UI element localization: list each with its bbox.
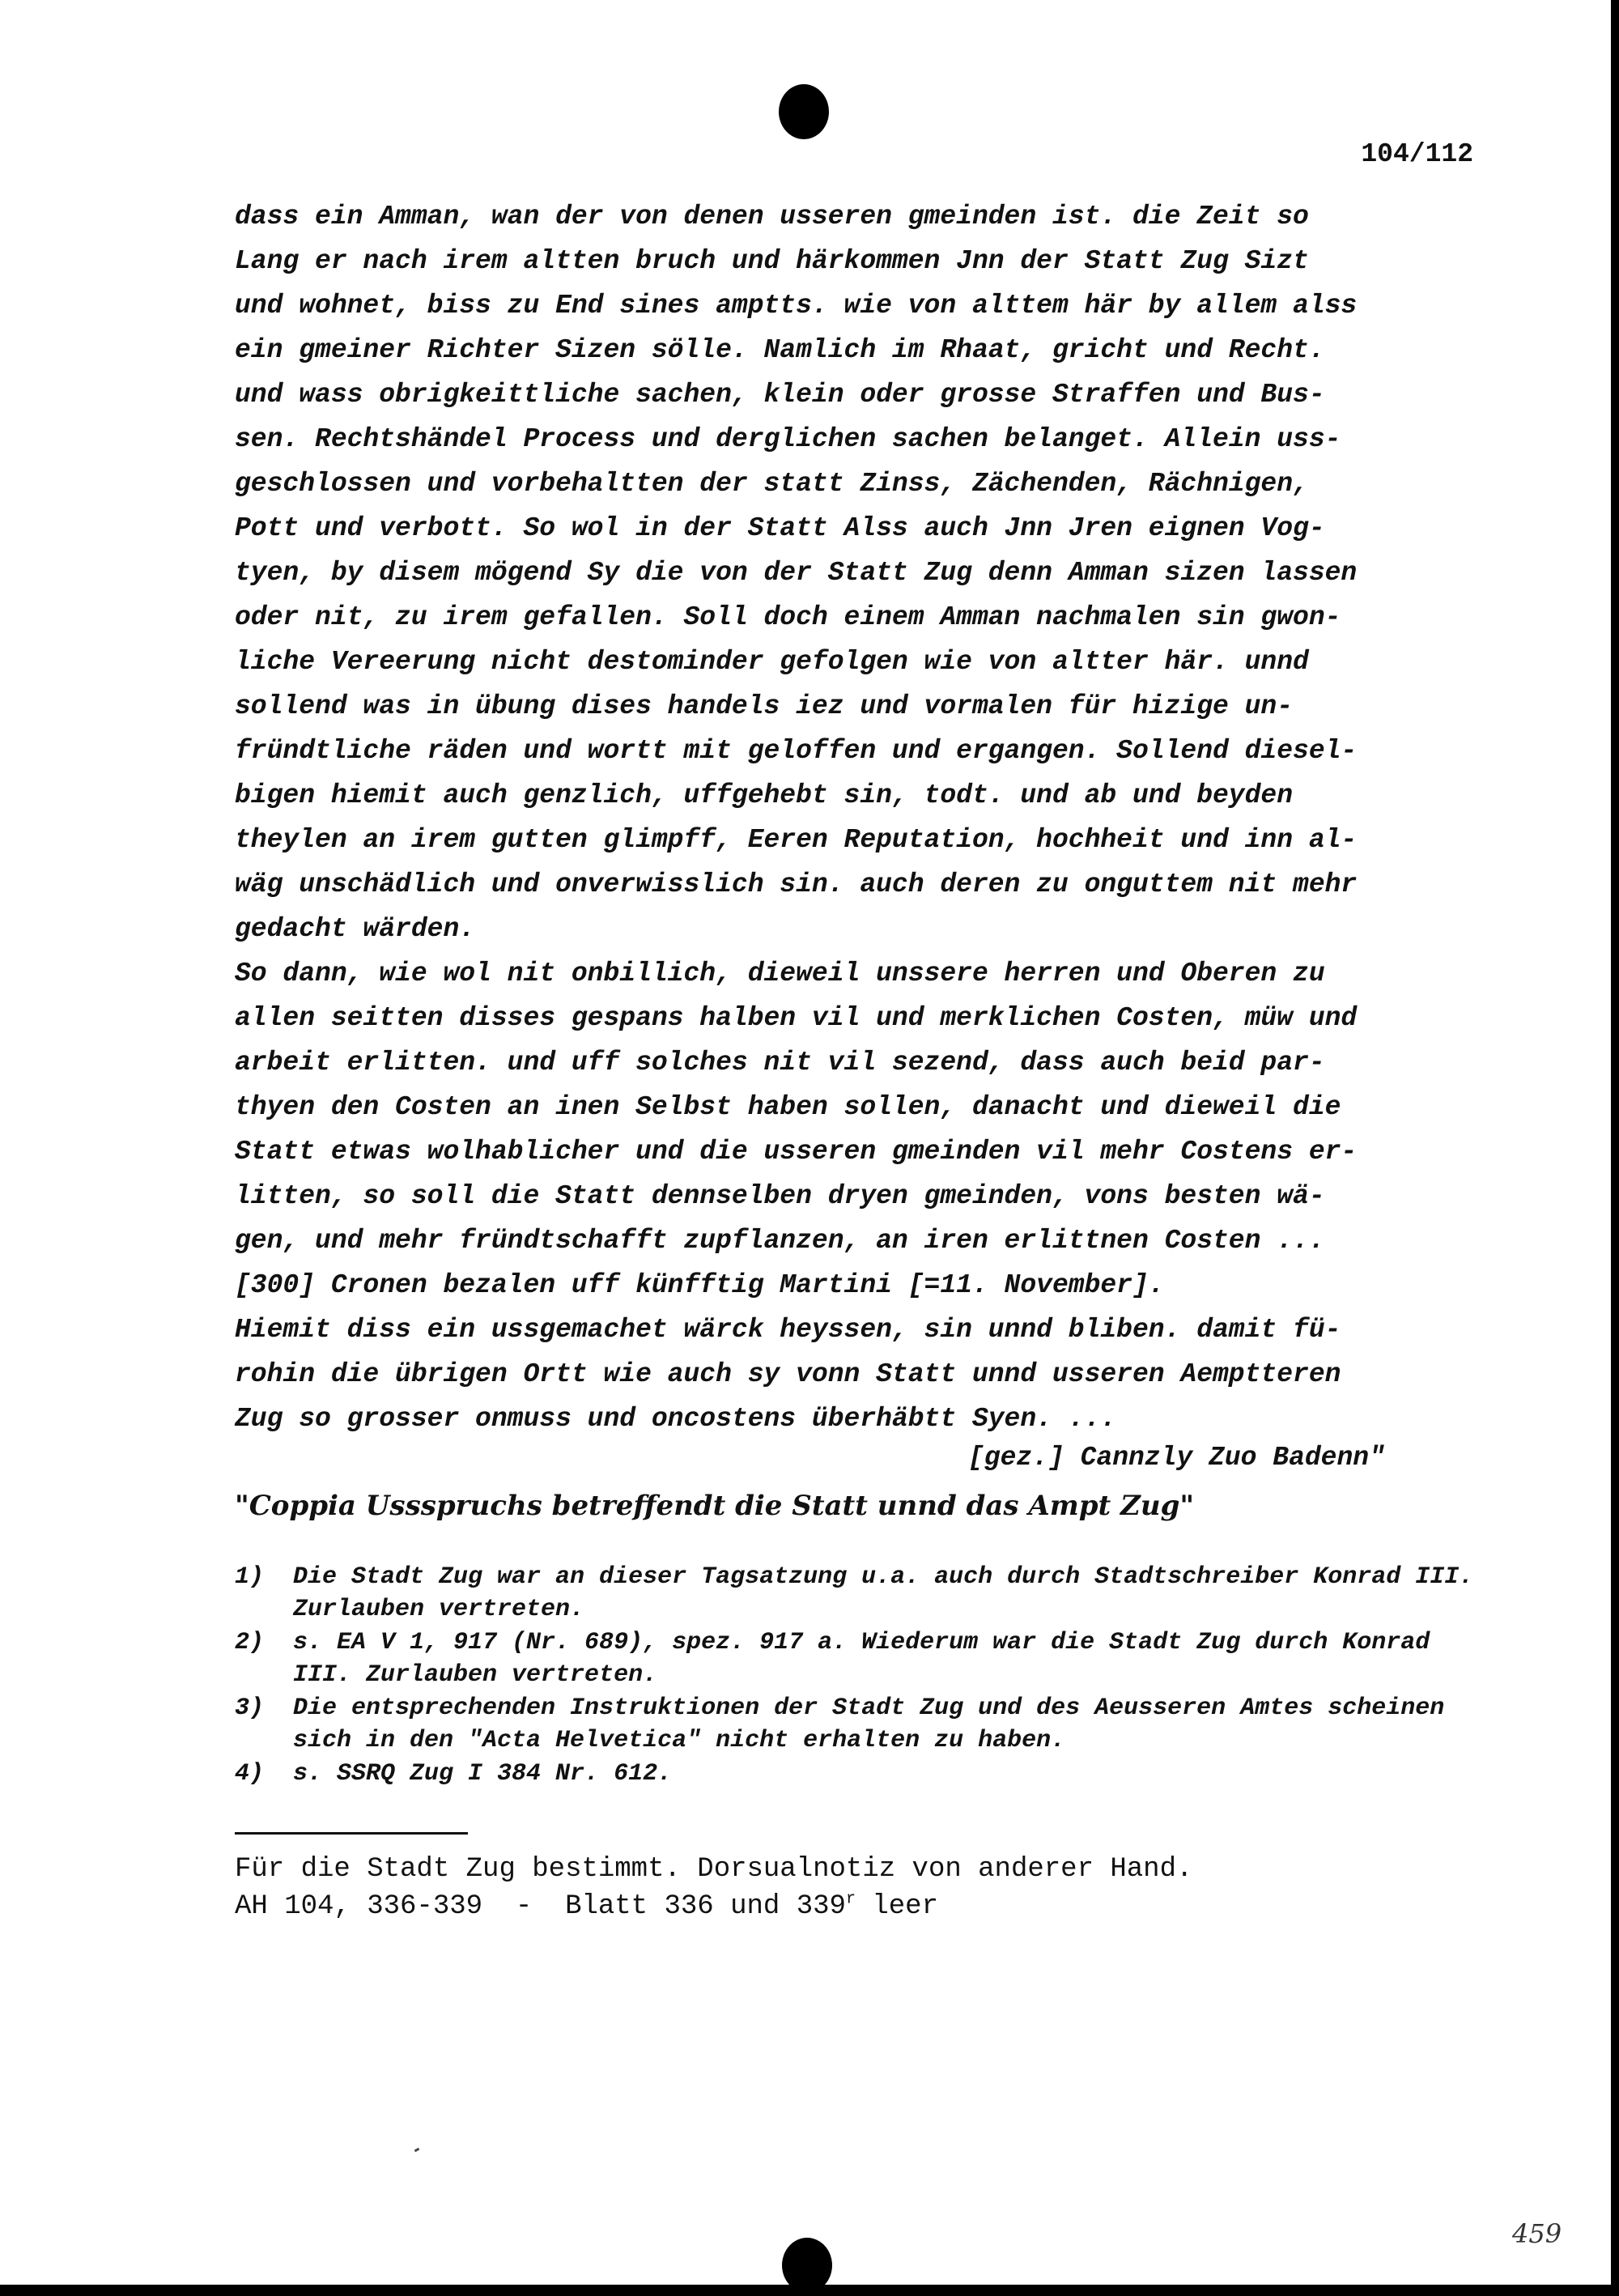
body-line: Lang er nach irem altten bruch und härkommen Jnn der Statt Zug Sizt <box>235 246 1309 276</box>
footnote-text: Die Stadt Zug war an dieser Tagsatzung u.a. auch durch Stadtschreiber Konrad III. Zurlauben vertreten. <box>293 1563 1474 1623</box>
archive-note-line-1: Für die Stadt Zug bestimmt. Dorsualnotiz von anderer Hand. <box>235 1854 1193 1885</box>
body-line: rohin die übrigen Ortt wie auch sy vonn Statt unnd usseren Aemptteren <box>235 1359 1341 1389</box>
body-line: theylen an irem gutten glimpff, Eeren Reputation, hochheit und inn al- <box>235 825 1358 855</box>
body-line: und wohnet, biss zu End sines amptts. wie von alttem här by allem alss <box>235 291 1358 321</box>
handwritten-page-mark: 459 <box>1512 2218 1562 2249</box>
body-line: arbeit erlitten. und uff solches nit vil sezend, dass auch beid par- <box>235 1048 1325 1078</box>
signature-line: [gez.] Cannzly Zuo Badenn" <box>968 1443 1385 1473</box>
body-line: oder nit, zu irem gefallen. Soll doch einem Amman nachmalen sin gwon- <box>235 602 1341 632</box>
body-line: ein gmeiner Richter Sizen sölle. Namlich im Rhaat, gricht und Recht. <box>235 335 1325 365</box>
body-line: allen seitten disses gespans halben vil und merklichen Costen, müw und <box>235 1003 1358 1033</box>
archive-note <box>235 1854 1192 1922</box>
punch-hole-top <box>779 84 829 139</box>
body-line: wäg unschädlich und onverwisslich sin. auch deren zu onguttem nit mehr <box>235 870 1358 899</box>
body-line: Statt etwas wolhablicher und die usseren gmeinden vil mehr Costens er- <box>235 1137 1358 1167</box>
body-line: gen, und mehr fründtschafft zupflanzen, an iren erlittnen Costen ... <box>235 1226 1325 1256</box>
body-line: [300] Cronen bezalen uff künfftig Martini [=11. November]. <box>235 1270 1165 1300</box>
body-line: So dann, wie wol nit onbillich, dieweil unssere herren und Oberen zu <box>235 959 1325 989</box>
body-line: gedacht wärden. <box>235 914 476 944</box>
footnote <box>235 1561 1498 1626</box>
body-line: liche Vereerung nicht destominder gefolgen wie von altter här. unnd <box>235 647 1309 677</box>
body-line: sen. Rechtshändel Process und derglichen sachen belanget. Allein uss- <box>235 424 1341 454</box>
footnote <box>235 1692 1498 1757</box>
body-line: tyen, by disem mögend Sy die von der Statt Zug denn Amman sizen lassen <box>235 558 1358 588</box>
body-line: und wass obrigkeittliche sachen, klein oder grosse Straffen und Bus- <box>235 380 1325 410</box>
body-line: bigen hiemit auch genzlich, uffgehebt sin, todt. und ab und beyden <box>235 780 1294 810</box>
footnote-text: s. SSRQ Zug I 384 Nr. 612. <box>293 1760 673 1788</box>
body-line: thyen den Costen an inen Selbst haben sollen, danacht und dieweil die <box>235 1092 1341 1122</box>
footnotes <box>235 1561 1498 1791</box>
footnote-mark: 3) <box>235 1694 265 1722</box>
footnote-mark: 4) <box>235 1760 265 1788</box>
footnote-mark: 2) <box>235 1629 265 1656</box>
footnote <box>235 1758 1498 1790</box>
stray-mark <box>414 2148 420 2153</box>
footnote-text: s. EA V 1, 917 (Nr. 689), spez. 917 a. Wiederum war die Stadt Zug durch Konrad III. Zurlauben vertreten. <box>293 1629 1430 1689</box>
document-body <box>235 194 1481 1441</box>
body-line: geschlossen und vorbehaltten der statt Zinss, Zächenden, Rächnigen, <box>235 469 1309 499</box>
body-line: sollend was in übung dises handels iez und vormalen für hizige un- <box>235 691 1294 721</box>
footnote-text: Die entsprechenden Instruktionen der Stadt Zug und des Aeusseren Amtes scheinen sich in den "Acta Helvetica" nicht erhalten zu haben. <box>293 1694 1445 1754</box>
page-number: 104/112 <box>1361 139 1473 169</box>
body-line: Zug so grosser onmuss und oncostens überhäbtt Syen. ... <box>235 1404 1117 1434</box>
punch-hole-bottom <box>782 2238 832 2293</box>
body-line: fründtliche räden und wortt mit geloffen und ergangen. Sollend diesel- <box>235 736 1358 766</box>
body-line: litten, so soll die Statt dennselben dryen gmeinden, vons besten wä- <box>235 1181 1325 1211</box>
footnote <box>235 1626 1498 1691</box>
footnote-rule <box>235 1832 468 1835</box>
footnote-mark: 1) <box>235 1563 265 1591</box>
body-line: Hiemit diss ein ussgemachet wärck heyssen, sin unnd bliben. damit fü- <box>235 1315 1341 1345</box>
coppia-note: "Coppia Ussspruchs betreffendt die Statt unnd das Ampt Zug" <box>235 1490 1195 1522</box>
scan-border-right <box>1611 0 1619 2296</box>
body-line: Pott und verbott. So wol in der Statt Alss auch Jnn Jren eignen Vog- <box>235 513 1325 543</box>
archive-note-line-2: AH 104, 336-339 - Blatt 336 und 339$^r$ leer <box>235 1890 938 1923</box>
body-line: dass ein Amman, wan der von denen usseren gmeinden ist. die Zeit so <box>235 202 1309 232</box>
